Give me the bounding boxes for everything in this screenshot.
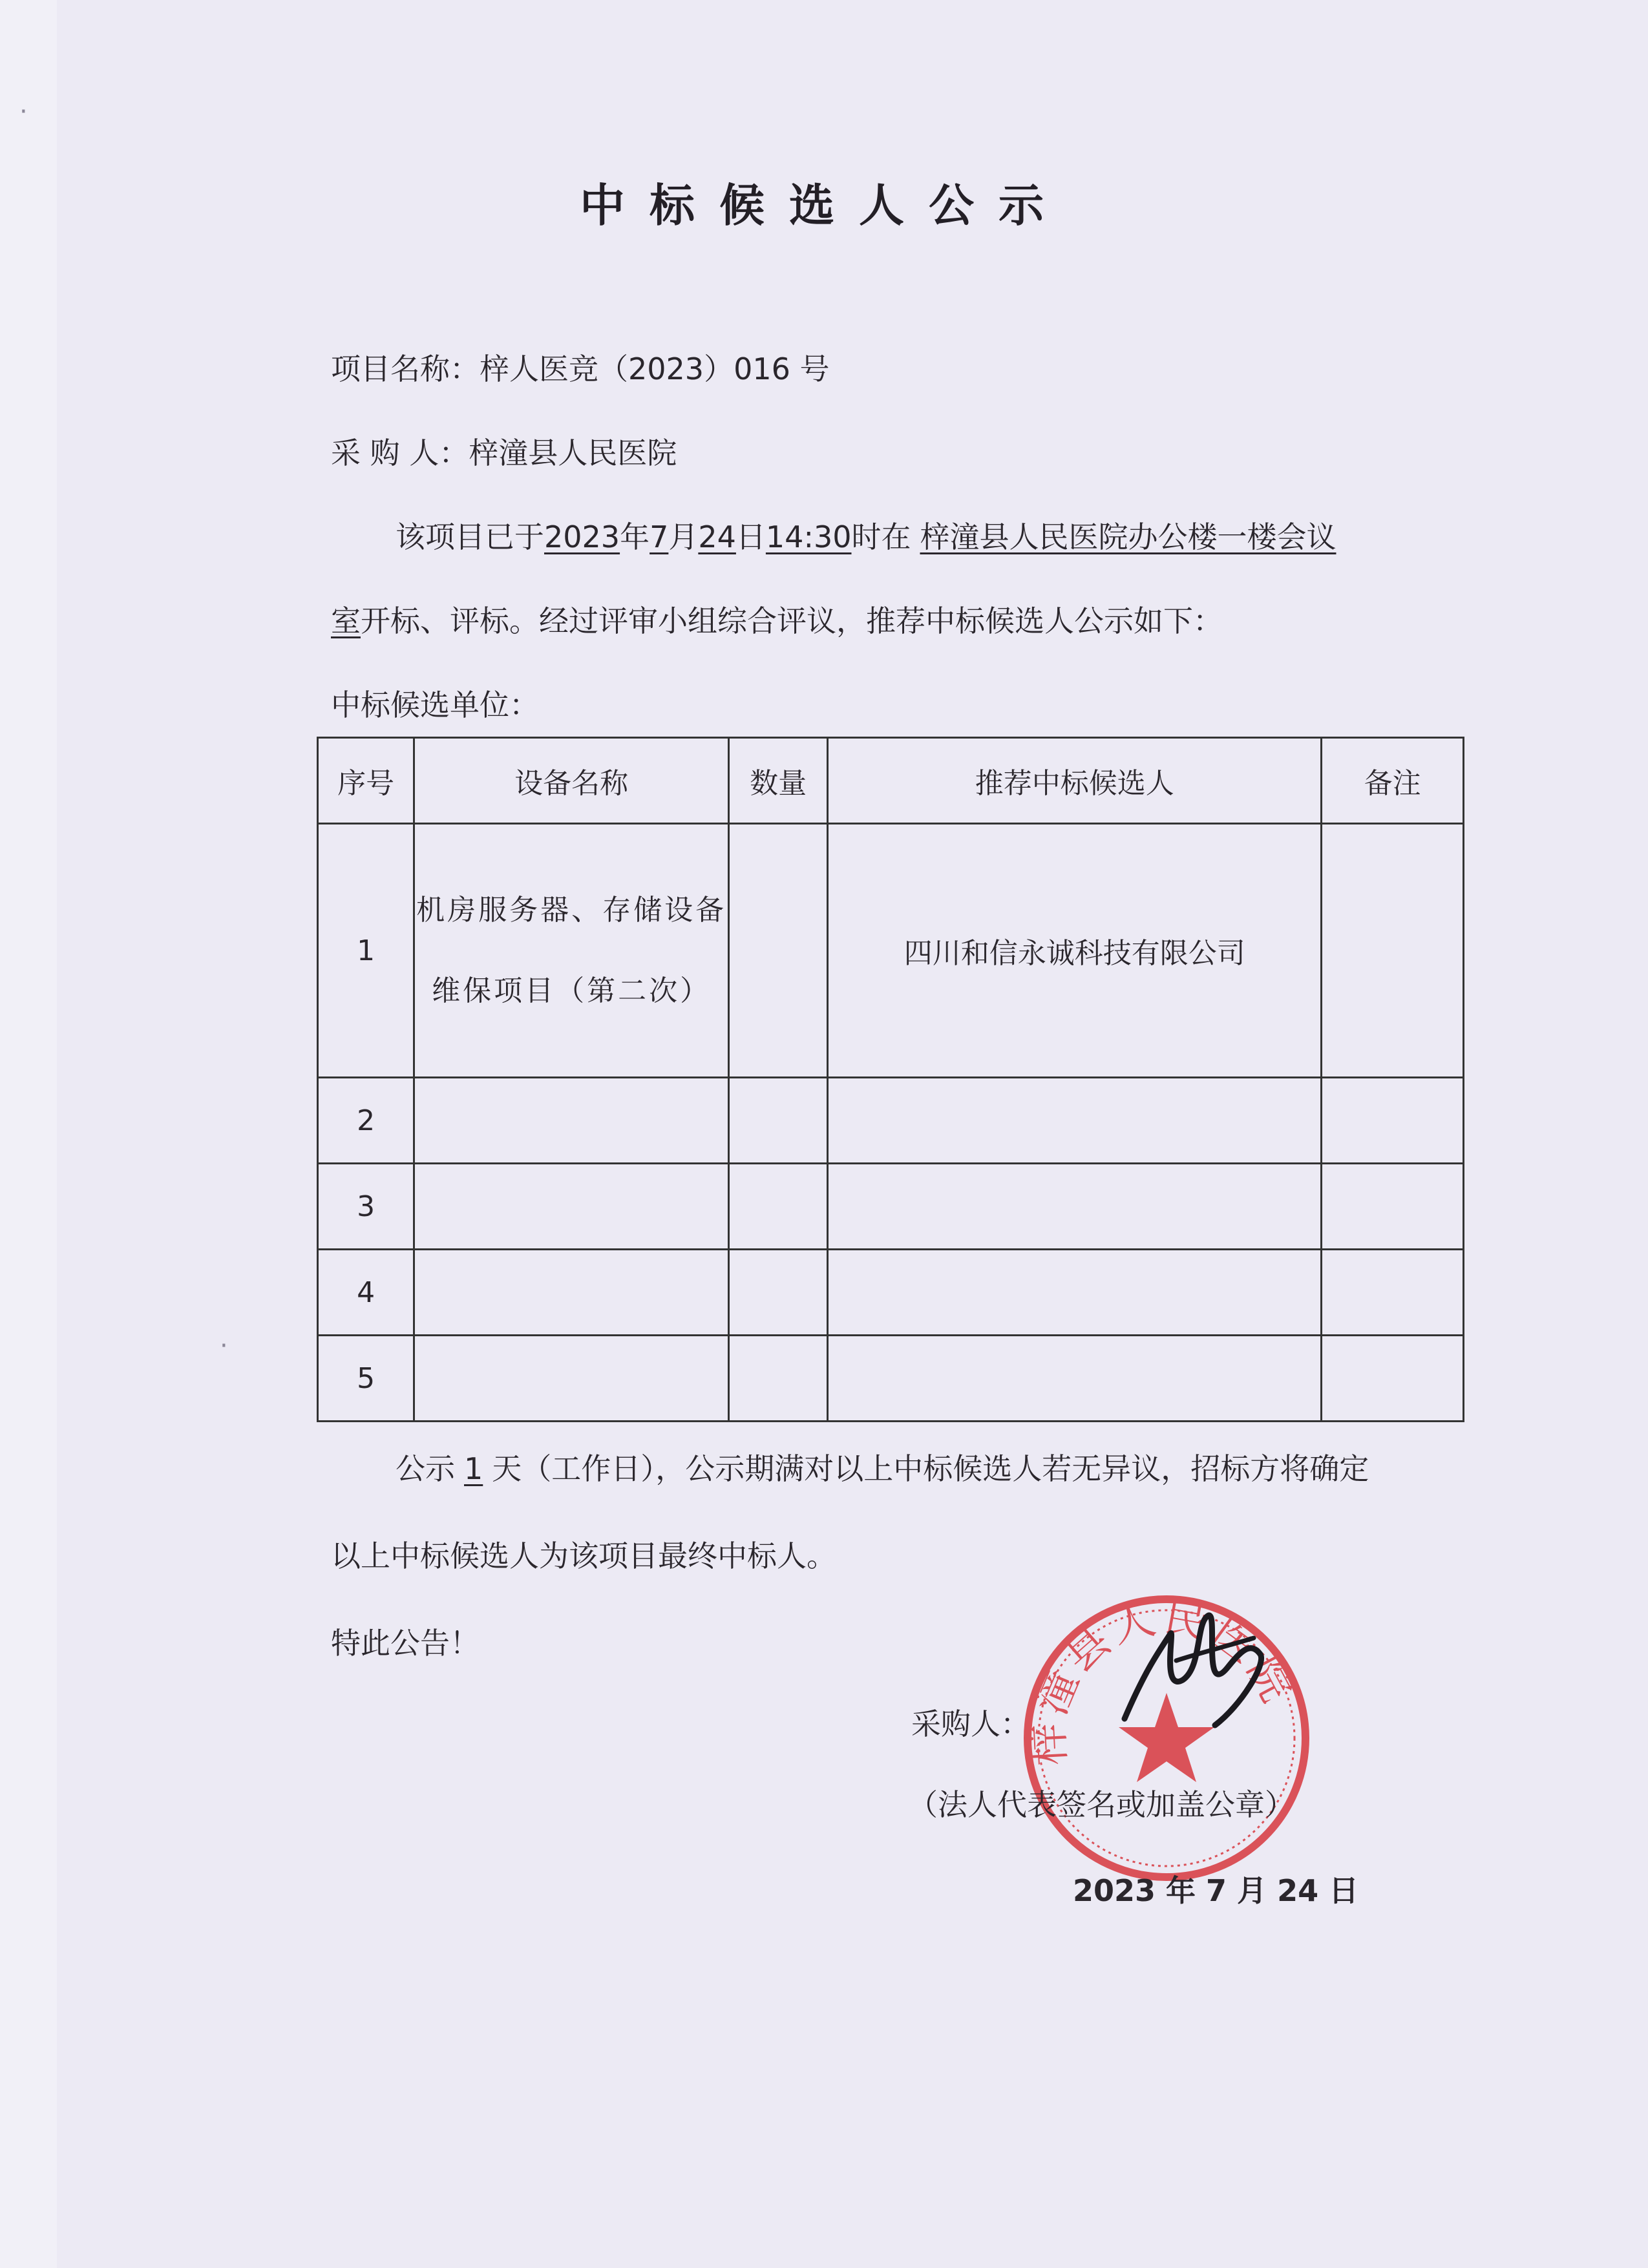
signature-icon	[1099, 1577, 1293, 1770]
row-equipment	[414, 1164, 729, 1250]
candidate-unit-label: 中标候选单位：	[331, 688, 539, 722]
row-remarks	[1322, 1250, 1464, 1336]
closing-text: 特此公告！	[331, 1626, 480, 1661]
row-no: 3	[318, 1164, 414, 1250]
row-quantity	[729, 1164, 828, 1250]
row-no: 2	[318, 1078, 414, 1164]
header-candidate: 推荐中标候选人	[828, 738, 1322, 824]
para1-rest: 开标、评标。经过评审小组综合评议，推荐中标候选人公示如下：	[361, 604, 1223, 638]
header-no: 序号	[318, 738, 414, 824]
buyer-label: 采 购 人：	[331, 436, 469, 470]
table-row	[318, 1336, 1464, 1422]
row-equipment	[414, 1336, 729, 1422]
table-row	[318, 1250, 1464, 1336]
header-remarks: 备注	[1322, 738, 1464, 824]
shi-zai-text: 时在	[851, 520, 911, 554]
table-row	[318, 824, 1464, 1078]
nian-text: 年	[620, 520, 650, 554]
paragraph-2-line-1	[396, 1445, 1369, 1488]
buyer-line	[331, 430, 677, 472]
row-candidate	[828, 1078, 1322, 1164]
row-no: 5	[318, 1336, 414, 1422]
open-time: 14:30	[765, 520, 852, 554]
row-quantity	[729, 1250, 828, 1336]
row-no: 1	[318, 824, 414, 1078]
seal-text: 梓潼县人民医院	[1022, 1591, 1304, 1767]
row-no: 4	[318, 1250, 414, 1336]
row-equipment	[414, 1250, 729, 1336]
sign-date: 2023 年 7 月 24 日	[1073, 1873, 1359, 1908]
row-remarks	[1322, 824, 1464, 1078]
row-candidate	[828, 1164, 1322, 1250]
table-header-row	[318, 738, 1464, 824]
paragraph-1-line-2	[331, 598, 1223, 640]
table-row	[318, 1164, 1464, 1250]
row-candidate	[828, 1250, 1322, 1336]
row-candidate	[828, 1336, 1322, 1422]
buyer-value: 梓潼县人民医院	[469, 436, 677, 470]
scan-speck-icon: ·	[19, 97, 28, 127]
row-equipment: 机房服务器、存储设备维保项目（第二次）	[414, 824, 729, 1078]
open-place-part-2: 室	[331, 604, 361, 638]
row-quantity	[729, 824, 828, 1078]
project-value: 梓人医竞（2023）016 号	[480, 352, 830, 386]
paragraph-2-line-2: 以上中标候选人为该项目最终中标人。	[331, 1538, 836, 1573]
para2-intro: 公示	[396, 1451, 455, 1486]
header-quantity: 数量	[729, 738, 828, 824]
ri-text: 日	[735, 520, 766, 554]
publicity-days: 1	[464, 1451, 483, 1486]
sign-note: （法人代表签名或加盖公章）	[908, 1787, 1294, 1822]
project-label: 项目名称：	[331, 352, 480, 386]
open-month: 7	[650, 520, 669, 554]
para1-intro: 该项目已于	[396, 520, 544, 554]
sign-buyer-label: 采购人：	[911, 1706, 1030, 1741]
row-remarks	[1322, 1336, 1464, 1422]
row-candidate: 四川和信永诚科技有限公司	[828, 824, 1322, 1078]
row-remarks	[1322, 1078, 1464, 1164]
project-line	[331, 346, 830, 388]
row-quantity	[729, 1078, 828, 1164]
open-day: 24	[698, 520, 736, 554]
header-equipment: 设备名称	[414, 738, 729, 824]
table-row	[318, 1078, 1464, 1164]
yue-text: 月	[668, 520, 699, 554]
paragraph-1-line-1	[396, 514, 1336, 556]
open-place-part-1: 梓潼县人民医院办公楼一楼会议	[920, 520, 1336, 554]
document-title: 中标候选人公示	[580, 179, 1068, 232]
row-equipment	[414, 1078, 729, 1164]
row-remarks	[1322, 1164, 1464, 1250]
para2-rest: 天（工作日），公示期满对以上中标候选人若无异议，招标方将确定	[492, 1451, 1369, 1486]
candidate-table	[317, 737, 1464, 1422]
scan-speck-icon: ·	[220, 1331, 228, 1361]
open-year: 2023	[544, 520, 620, 554]
row-quantity	[729, 1336, 828, 1422]
